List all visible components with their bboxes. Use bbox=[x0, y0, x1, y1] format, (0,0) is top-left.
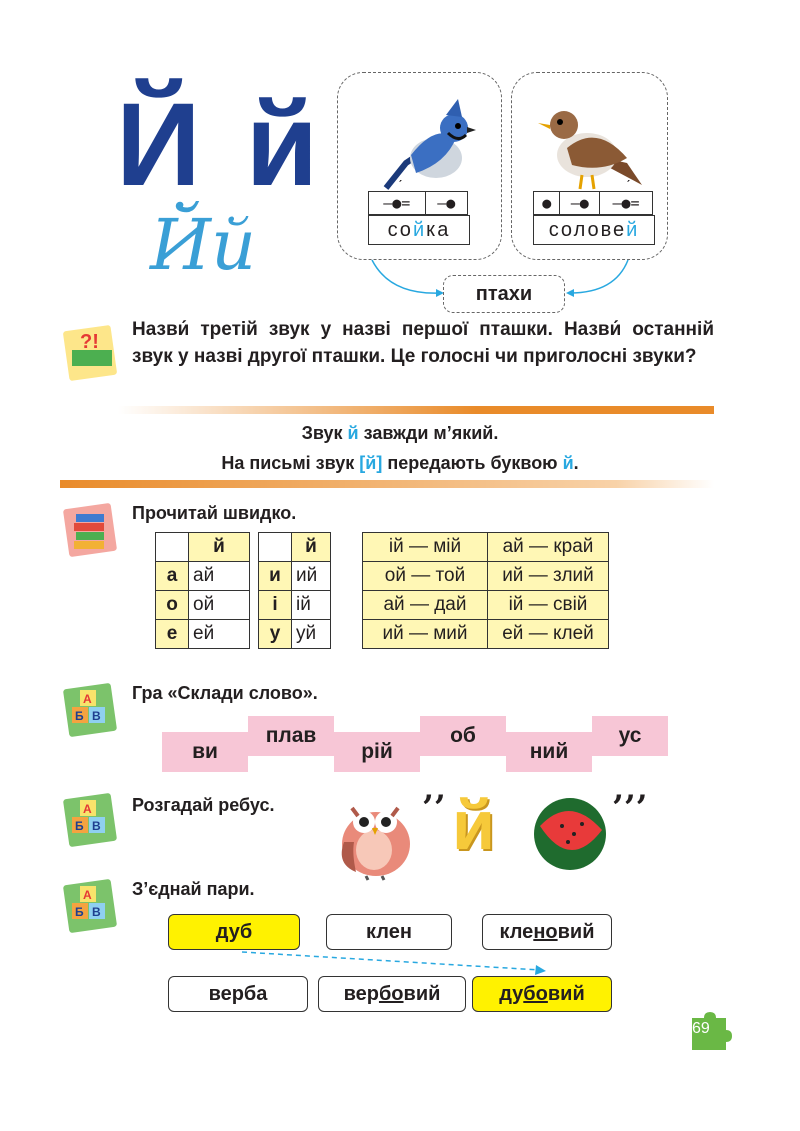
word-pair-cell: ий — злий bbox=[488, 562, 609, 591]
word-card-part: вий bbox=[557, 921, 595, 943]
word-pair-cell: ей — клей bbox=[488, 620, 609, 649]
vowel-cell: у bbox=[259, 620, 292, 649]
syllable-card: ний bbox=[506, 732, 592, 772]
rule-text: . bbox=[573, 453, 579, 473]
rule-box bbox=[100, 418, 700, 478]
books-icon bbox=[62, 500, 120, 558]
syllable-cell: ий bbox=[292, 562, 331, 591]
question-book-icon bbox=[62, 320, 120, 382]
script-letters: Йй bbox=[150, 204, 257, 286]
word-pair-cell: ай — дай bbox=[363, 591, 488, 620]
syllable-card: ус bbox=[592, 716, 668, 756]
word-card-part: вий bbox=[547, 983, 585, 1005]
svg-text:Б: Б bbox=[75, 709, 84, 723]
svg-text:А: А bbox=[83, 692, 92, 706]
word-card[interactable] bbox=[318, 976, 466, 1012]
scheme-cell: –●= bbox=[600, 192, 653, 215]
syllable-cell: ой bbox=[189, 591, 250, 620]
vowel-cell: а bbox=[156, 562, 189, 591]
word-pair-cell: ій — мій bbox=[363, 533, 488, 562]
syllable-cell: ій bbox=[292, 591, 331, 620]
stress-mark: ˊ bbox=[626, 177, 631, 193]
scheme-cell: –● bbox=[560, 192, 600, 215]
word-part-highlight: й bbox=[412, 219, 427, 241]
word-card-part: клен bbox=[366, 921, 412, 943]
word-card-part: но bbox=[533, 921, 558, 943]
game-title: Гра «Склади слово». bbox=[132, 683, 318, 703]
word-table bbox=[362, 532, 609, 649]
vowel-cell: е bbox=[156, 620, 189, 649]
vowel-cell: і bbox=[259, 591, 292, 620]
svg-text:В: В bbox=[92, 905, 101, 919]
stress-mark: ˊ bbox=[398, 177, 403, 193]
syllable-card: рій bbox=[334, 732, 420, 772]
word-pair-cell: ій — свій bbox=[488, 591, 609, 620]
group-label: птахи bbox=[443, 275, 565, 313]
sound-scheme-1 bbox=[368, 191, 468, 215]
watermelon-illustration bbox=[530, 796, 610, 872]
divider-line bbox=[60, 480, 714, 488]
syllable-cell: ай bbox=[189, 562, 250, 591]
word-card-part: ду bbox=[499, 983, 524, 1005]
svg-text:Б: Б bbox=[75, 905, 84, 919]
table-corner bbox=[156, 533, 189, 562]
bird-word-1 bbox=[368, 215, 470, 245]
rule-highlight: [й] bbox=[359, 453, 383, 473]
svg-text:В: В bbox=[92, 709, 101, 723]
svg-text:Б: Б bbox=[75, 819, 84, 833]
word-card[interactable] bbox=[326, 914, 452, 950]
rule-text: передають буквою bbox=[382, 453, 563, 473]
task-question: Назви́ третій звук у назві першої пташки. Назви́ останній звук у назві другої пташки. Це голосні чи приголосні звуки? bbox=[132, 319, 714, 367]
bird-card-nightingale bbox=[511, 72, 668, 260]
word-card-part: верба bbox=[208, 983, 268, 1005]
pairs-title: З’єднай пари. bbox=[132, 879, 255, 899]
word-part: ка bbox=[426, 219, 451, 241]
word-pair-cell: ий — мий bbox=[363, 620, 488, 649]
rule-line-2 bbox=[100, 448, 700, 478]
owl-illustration bbox=[326, 792, 426, 882]
word-pair-cell: ай — край bbox=[488, 533, 609, 562]
rebus-letter: й bbox=[452, 786, 496, 864]
rule-highlight: й bbox=[562, 453, 574, 473]
vowel-cell: о bbox=[156, 591, 189, 620]
word-part: со bbox=[387, 219, 413, 241]
word-card-part: бо bbox=[523, 983, 548, 1005]
word-card[interactable] bbox=[482, 914, 612, 950]
rule-text: На письмі звук bbox=[221, 453, 360, 473]
rule-line-1 bbox=[100, 418, 700, 448]
svg-text:А: А bbox=[83, 802, 92, 816]
table-corner bbox=[259, 533, 292, 562]
nightingale-illustration bbox=[532, 93, 652, 193]
word-card[interactable] bbox=[168, 976, 308, 1012]
page-number: 69 bbox=[692, 1020, 710, 1037]
word-part-highlight: й bbox=[626, 219, 640, 241]
blue-jay-illustration bbox=[366, 93, 476, 193]
read-title: Прочитай швидко. bbox=[132, 503, 297, 523]
scheme-cell: –●= bbox=[369, 192, 426, 215]
syllable-card: ви bbox=[162, 732, 248, 772]
word-card-part: вер bbox=[343, 983, 379, 1005]
scheme-cell: ● bbox=[534, 192, 560, 215]
letter-heading: Й й bbox=[116, 79, 325, 211]
abc-blocks-icon bbox=[62, 680, 120, 738]
word-card-part: дуб bbox=[215, 921, 253, 943]
syllable-card: плав bbox=[248, 716, 334, 756]
rebus-commas: ’’’ bbox=[612, 788, 648, 828]
vowel-cell: и bbox=[259, 562, 292, 591]
syllable-cell: ей bbox=[189, 620, 250, 649]
abc-blocks-icon bbox=[62, 876, 120, 934]
rebus-title: Розгадай ребус. bbox=[132, 795, 275, 815]
abc-blocks-icon bbox=[62, 790, 120, 848]
word-card[interactable] bbox=[168, 914, 300, 950]
svg-text:А: А bbox=[83, 888, 92, 902]
word-card-part: вий bbox=[403, 983, 441, 1005]
bird-word-2 bbox=[533, 215, 655, 245]
svg-text:?!: ?! bbox=[80, 331, 99, 353]
rule-text: Звук bbox=[301, 423, 348, 443]
bird-card-jay bbox=[337, 72, 502, 260]
syllable-card: об bbox=[420, 716, 506, 756]
svg-text:В: В bbox=[92, 819, 101, 833]
pair-connector-arrow bbox=[240, 948, 580, 978]
table-header: й bbox=[189, 533, 250, 562]
word-card[interactable] bbox=[472, 976, 612, 1012]
table-header: й bbox=[292, 533, 331, 562]
word-part: солове bbox=[548, 219, 627, 241]
scheme-cell: –● bbox=[425, 192, 467, 215]
syllable-table-2 bbox=[258, 532, 331, 649]
word-pair-cell: ой — той bbox=[363, 562, 488, 591]
word-card-part: бо bbox=[378, 983, 404, 1005]
rule-highlight: й bbox=[347, 423, 359, 443]
syllable-table-1 bbox=[155, 532, 250, 649]
word-card-part: кле bbox=[499, 921, 534, 943]
rule-text: завжди м’який. bbox=[358, 423, 499, 443]
syllable-cell: уй bbox=[292, 620, 331, 649]
sound-scheme-2 bbox=[533, 191, 653, 215]
rebus-commas: ’’ bbox=[422, 788, 446, 828]
divider-line bbox=[118, 406, 714, 414]
